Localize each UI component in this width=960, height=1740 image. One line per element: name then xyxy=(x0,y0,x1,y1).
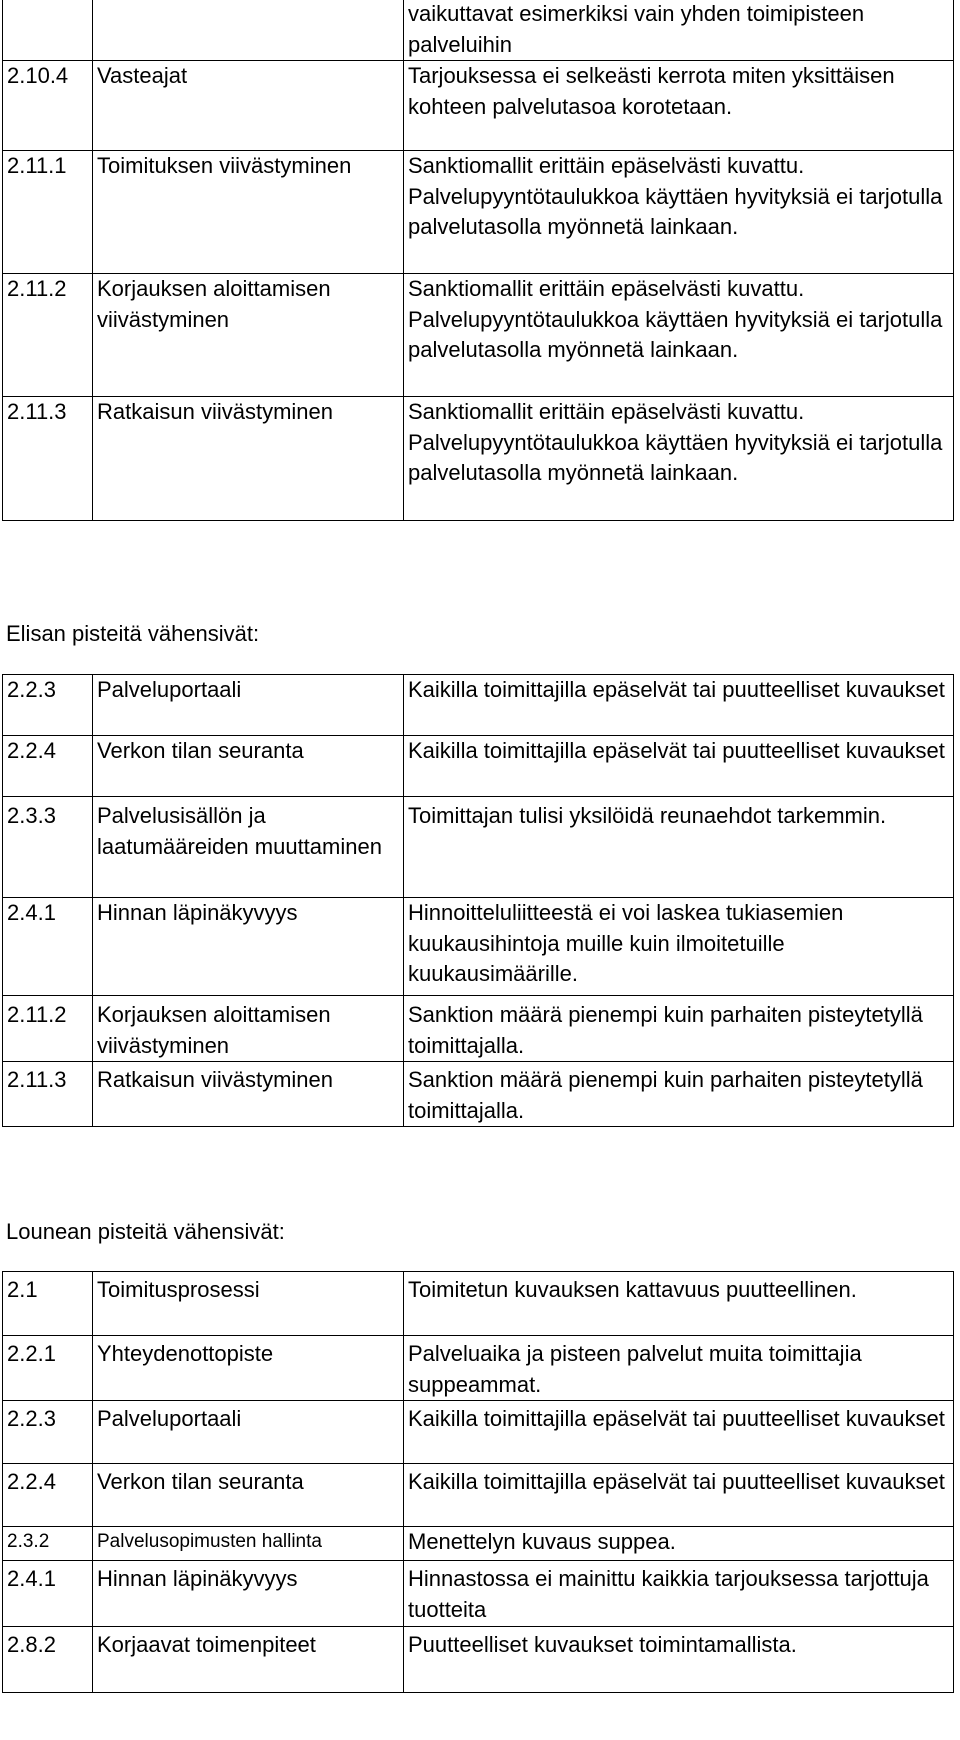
table-row xyxy=(3,1527,954,1561)
row-description: Sanktion määrä pienempi kuin parhaiten pisteytetyllä toimittajalla. xyxy=(404,996,954,1062)
row-description: Sanktion määrä pienempi kuin parhaiten pisteytetyllä toimittajalla. xyxy=(404,1062,954,1127)
row-name: Ratkaisun viivästyminen xyxy=(93,1062,404,1127)
row-number: 2.2.1 xyxy=(3,1336,93,1401)
row-number: 2.11.1 xyxy=(3,151,93,274)
row-name: Vasteajat xyxy=(93,61,404,151)
row-description: Toimitetun kuvauksen kattavuus puutteellinen. xyxy=(404,1272,954,1336)
table-row xyxy=(3,274,954,397)
row-name: Toimitusprosessi xyxy=(93,1272,404,1336)
row-name: Ratkaisun viivästyminen xyxy=(93,397,404,521)
row-number: 2.4.1 xyxy=(3,898,93,996)
row-number: 2.10.4 xyxy=(3,61,93,151)
table-row xyxy=(3,675,954,736)
table-row xyxy=(3,996,954,1062)
row-description: Kaikilla toimittajilla epäselvät tai puutteelliset kuvaukset xyxy=(404,1401,954,1464)
lounea-table xyxy=(2,1271,954,1693)
row-name: Palvelusopimusten hallinta xyxy=(93,1527,404,1561)
row-name: Palveluportaali xyxy=(93,675,404,736)
row-number: 2.11.3 xyxy=(3,1062,93,1127)
row-name: Korjaavat toimenpiteet xyxy=(93,1627,404,1693)
table-row xyxy=(3,797,954,898)
row-name: Palveluportaali xyxy=(93,1401,404,1464)
row-number: 2.2.4 xyxy=(3,1464,93,1527)
table-row xyxy=(3,1062,954,1127)
row-number: 2.2.3 xyxy=(3,675,93,736)
row-name: Palvelusisällön ja laatumääreiden muuttaminen xyxy=(93,797,404,898)
row-number: 2.11.2 xyxy=(3,996,93,1062)
row-name: Korjauksen aloittamisen viivästyminen xyxy=(93,996,404,1062)
row-number: 2.2.4 xyxy=(3,736,93,797)
row-number: 2.11.2 xyxy=(3,274,93,397)
row-number: 2.11.3 xyxy=(3,397,93,521)
row-description: Tarjouksessa ei selkeästi kerrota miten yksittäisen kohteen palvelutasoa korotetaan. xyxy=(404,61,954,151)
row-description: Kaikilla toimittajilla epäselvät tai puutteelliset kuvaukset xyxy=(404,736,954,797)
row-description: Kaikilla toimittajilla epäselvät tai puutteelliset kuvaukset xyxy=(404,1464,954,1527)
row-number: 2.3.2 xyxy=(3,1527,93,1561)
section-heading-lounea: Lounean pisteitä vähensivät: xyxy=(6,1219,285,1244)
row-number xyxy=(3,0,93,61)
row-name: Verkon tilan seuranta xyxy=(93,1464,404,1527)
section-heading-elisa: Elisan pisteitä vähensivät: xyxy=(6,621,260,646)
row-description: Hinnastossa ei mainittu kaikkia tarjouksessa tarjottuja tuotteita xyxy=(404,1561,954,1627)
row-description: Palveluaika ja pisteen palvelut muita toimittajia suppeammat. xyxy=(404,1336,954,1401)
row-name xyxy=(93,0,404,61)
row-name: Toimituksen viivästyminen xyxy=(93,151,404,274)
table-row xyxy=(3,898,954,996)
row-description: Sanktiomallit erittäin epäselvästi kuvattu. Palvelupyyntötaulukkoa käyttäen hyvityksiä ei tarjotulla palvelutasolla myönnetä lainkaan. xyxy=(404,397,954,521)
table-row xyxy=(3,1464,954,1527)
row-name: Hinnan läpinäkyvyys xyxy=(93,1561,404,1627)
row-description: Puutteelliset kuvaukset toimintamallista. xyxy=(404,1627,954,1693)
row-number: 2.4.1 xyxy=(3,1561,93,1627)
row-name: Yhteydenottopiste xyxy=(93,1336,404,1401)
table-row xyxy=(3,397,954,521)
row-name: Hinnan läpinäkyvyys xyxy=(93,898,404,996)
elisa-table xyxy=(2,674,954,1127)
row-name: Verkon tilan seuranta xyxy=(93,736,404,797)
row-description: Toimittajan tulisi yksilöidä reunaehdot tarkemmin. xyxy=(404,797,954,898)
row-description: Hinnoitteluliitteestä ei voi laskea tukiasemien kuukausihintoja muille kuin ilmoitetuille kuukausimäärille. xyxy=(404,898,954,996)
table-row xyxy=(3,0,954,61)
table-row xyxy=(3,1272,954,1336)
table-row xyxy=(3,61,954,151)
table-row xyxy=(3,1561,954,1627)
table-row xyxy=(3,151,954,274)
row-description: Kaikilla toimittajilla epäselvät tai puutteelliset kuvaukset xyxy=(404,675,954,736)
table-row xyxy=(3,1627,954,1693)
row-description: Menettelyn kuvaus suppea. xyxy=(404,1527,954,1561)
top-table xyxy=(2,0,954,521)
table-row xyxy=(3,1336,954,1401)
row-description: Sanktiomallit erittäin epäselvästi kuvattu. Palvelupyyntötaulukkoa käyttäen hyvityksiä ei tarjotulla palvelutasolla myönnetä lainkaan. xyxy=(404,151,954,274)
row-number: 2.3.3 xyxy=(3,797,93,898)
row-description: vaikuttavat esimerkiksi vain yhden toimipisteen palveluihin xyxy=(404,0,954,61)
row-description: Sanktiomallit erittäin epäselvästi kuvattu. Palvelupyyntötaulukkoa käyttäen hyvityksiä ei tarjotulla palvelutasolla myönnetä lainkaan. xyxy=(404,274,954,397)
row-number: 2.2.3 xyxy=(3,1401,93,1464)
table-row xyxy=(3,1401,954,1464)
row-name: Korjauksen aloittamisen viivästyminen xyxy=(93,274,404,397)
table-row xyxy=(3,736,954,797)
row-number: 2.1 xyxy=(3,1272,93,1336)
row-number: 2.8.2 xyxy=(3,1627,93,1693)
